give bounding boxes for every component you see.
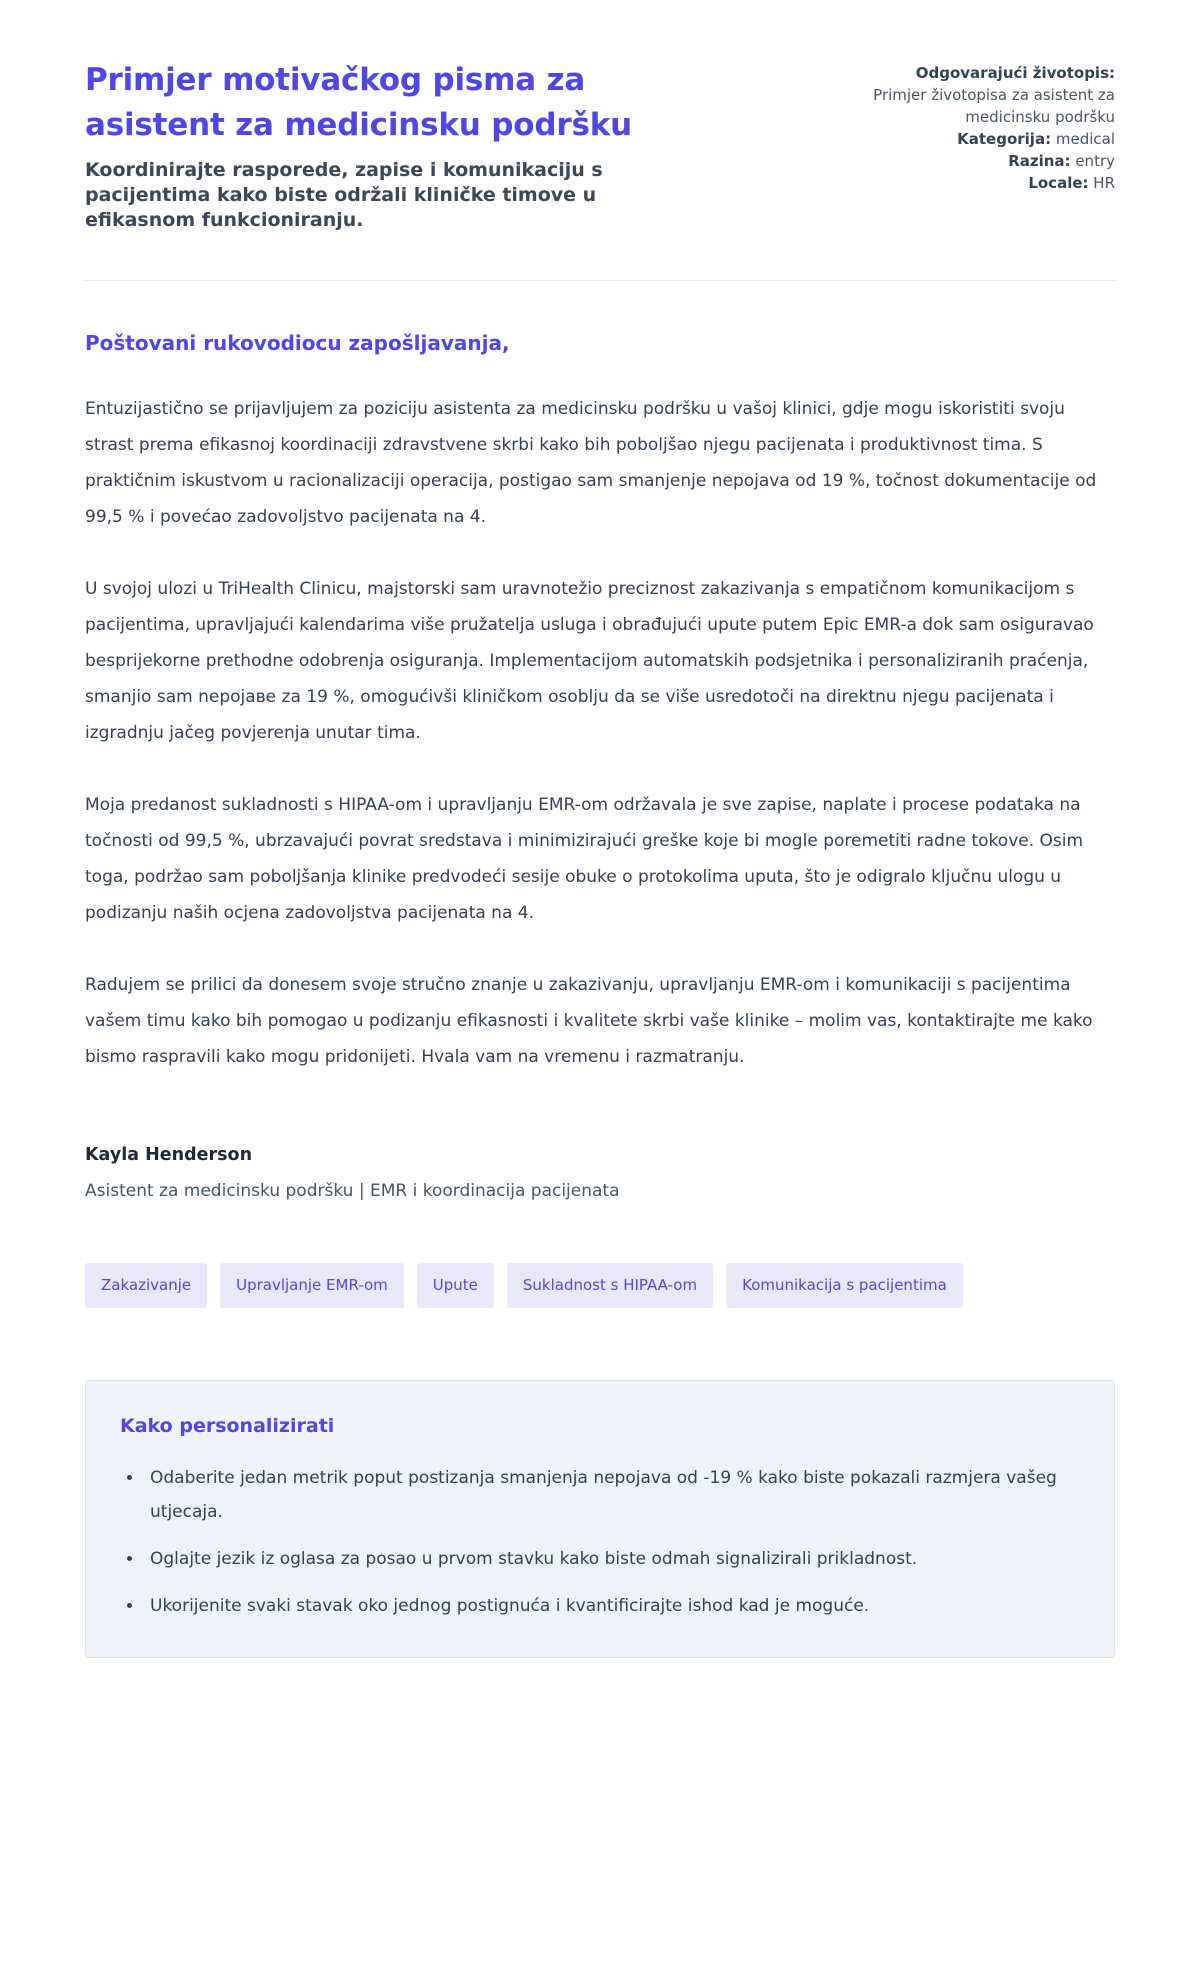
meta-level-value: entry [1075, 152, 1115, 171]
tag-upravljanje-emr-om: Upravljanje EMR-om [220, 1263, 404, 1308]
callout-item-3: • Ukorijenite svaki stavak oko jednog postignuća i kvantificirajte ishod kad je moguće. [144, 1589, 1080, 1623]
callout-title: Kako personalizirati [120, 1414, 335, 1437]
meta-locale-row [785, 173, 1115, 194]
signature-name: Kayla Henderson [85, 1144, 253, 1165]
tag-sukladnost-s-hipaa-om: Sukladnost s HIPAA-om [507, 1263, 713, 1308]
letter-paragraph-4: Radujem se prilici da donesem svoje stručno znanje u zakazivanju, upravljanju EMR-om i komunikaciji s pacijentima vašem timu kako bih pomogao u podizanju efikasnosti i kvalitete skrbi vaše klinike – molim vas, kontaktirajte me kako bismo raspravili kako mogu pridonijeti. Hvala vam na vremenu i razmatranju. [85, 974, 1093, 1067]
page-container [85, 0, 1115, 1728]
callout-item-2: • Oglajte jezik iz oglasa za posao u prvom stavku kako biste odmah signalizirali prikladnost. [144, 1542, 1080, 1576]
letter-paragraph-2: U svojoj ulozi u TriHealth Clinicu, majstorski sam uravnotežio preciznost zakazivanja s empatičnom komunikacijom s pacijentima, upravljajući kalendarima više pružatelja usluga i obrađujući upute putem Epic EMR-a dok sam osiguravao besprijekorne prethodne odobrenja osiguranja. Implementacijom automatskih podsjetnika i personaliziranih praćenja, smanjio sam nepojaве za 19 %, omogućivši kliničkom osoblju da se više usredotoči na direktnu njegu pacijenata i izgradnju jačeg povjerenja unutar tima. [85, 578, 1094, 743]
page-title: Primjer motivačkog pisma za asistent za medicinsku podršku [85, 62, 632, 143]
letter-greeting: Poštovani rukovodiocu zapošljavanja, [85, 330, 510, 355]
page-subtitle: Koordinirajte rasporede, zapise i komunikaciju s pacijentima kako biste održali kliničke timove u efikasnom funkcioniranju. [85, 158, 603, 232]
meta-block [785, 58, 1115, 195]
meta-locale-label: Locale: [1028, 174, 1089, 193]
header-divider [85, 280, 1115, 281]
meta-level-label: Razina: [1008, 152, 1071, 171]
personalize-callout [85, 1380, 1115, 1658]
header-title-block [85, 58, 665, 234]
meta-matching-resume-label: Odgovarajući životopis: [915, 64, 1115, 82]
meta-locale-value: HR [1093, 174, 1115, 193]
meta-category-row [785, 129, 1115, 150]
meta-matching-resume-link[interactable] [785, 85, 1115, 128]
tag-komunikacija-s-pacijentima: Komunikacija s pacijentima [726, 1263, 963, 1308]
callout-item-1: • Odaberite jedan metrik poput postizanja smanjenja nepojava od -19 % kako biste pokazali razmjera vašeg utjecaja. [144, 1461, 1080, 1529]
skill-tags-row [85, 1263, 1115, 1308]
letter-paragraph-1: Entuzijastično se prijavljujem za poziciju asistenta za medicinsku podršku u vašoj klinici, gdje mogu iskoristiti svoju strast prema efikasnoj koordinaciji zdravstvene skrbi kako bih poboljšao njegu pacijenata i produktivnost tima. S praktičnim iskustvom u racionalizaciji operacija, postigao sam smanjenje nepojava od 19 %, točnost dokumentacije od 99,5 % i povećao zadovoljstvo pacijenata na 4. [85, 398, 1097, 527]
meta-category-label: Kategorija: [957, 129, 1052, 148]
meta-category-value: medical [1055, 129, 1115, 148]
letter-body [85, 331, 1115, 1201]
meta-level-row [785, 151, 1115, 172]
page-header [85, 58, 1115, 234]
signature-role: Asistent za medicinsku podršku | EMR i koordinacija pacijenata [85, 1180, 620, 1201]
letter-paragraph-3: Moja predanost sukladnosti s HIPAA-om i upravljanju EMR-om održavala je sve zapise, naplate i procese podataka na točnosti od 99,5 %, ubrzavajući povrat sredstava i minimizirajući greške koje bi mogle poremetiti radne tokove. Osim toga, podržao sam poboljšanja klinike predvodeći sesije obuke o protokolima uputa, što je odigralo ključnu ulogu u podizanju naših ocjena zadovoljstva pacijenata na 4. [85, 794, 1084, 923]
matching-resume-link[interactable]: Primjer životopisa za asistent za medicinsku podršku [873, 86, 1115, 126]
tag-zakazivanje: Zakazivanje [85, 1263, 207, 1308]
tag-upute: Upute [417, 1263, 494, 1308]
callout-list [120, 1461, 1080, 1623]
